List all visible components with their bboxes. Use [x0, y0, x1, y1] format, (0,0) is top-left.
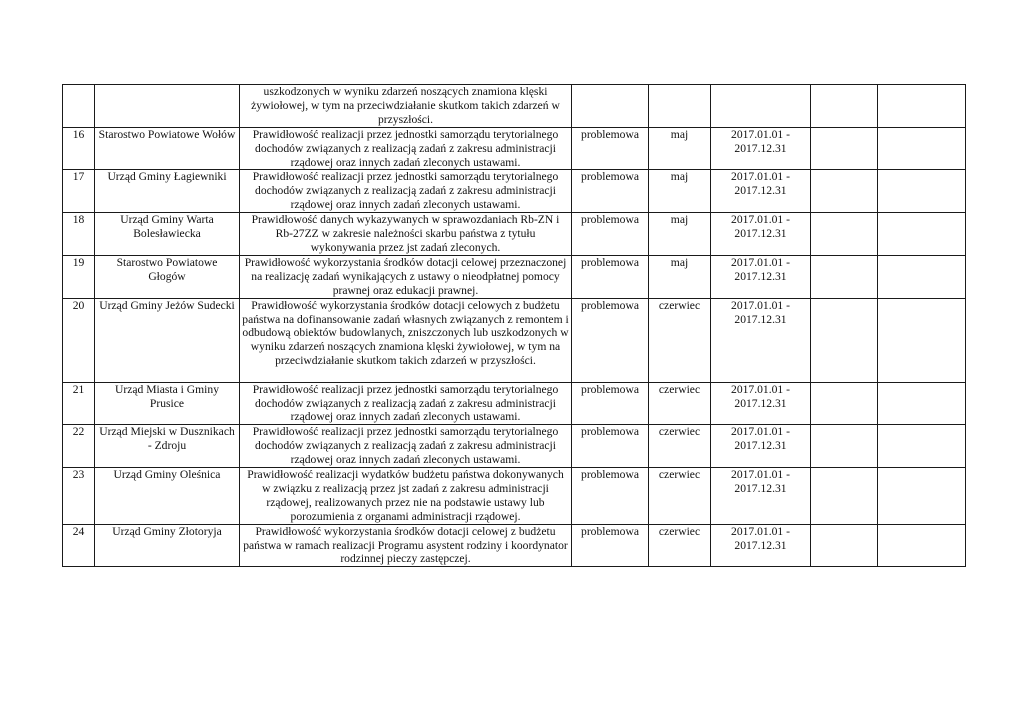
cell-empty — [878, 468, 966, 525]
cell-subject: uszkodzonych w wyniku zdarzeń noszących znamiona klęski żywiołowej, w tym na przeciwdziałanie skutkom takich zdarzeń w przyszłości. — [240, 85, 572, 128]
cell-type: problemowa — [572, 298, 649, 382]
table-row — [63, 255, 966, 298]
cell-empty — [811, 170, 878, 213]
cell-month: maj — [649, 170, 711, 213]
cell-no — [63, 85, 95, 128]
cell-subject: Prawidłowość realizacji przez jednostki samorządu terytorialnego dochodów związanych z realizacją zadań z zakresu administracji rządowej oraz innych zadań zleconych ustawami. — [240, 170, 572, 213]
cell-empty — [811, 425, 878, 468]
cell-month — [649, 85, 711, 128]
cell-type — [572, 85, 649, 128]
cell-type: problemowa — [572, 255, 649, 298]
cell-period: 2017.01.01 - 2017.12.31 — [711, 425, 811, 468]
cell-empty — [878, 255, 966, 298]
cell-empty — [811, 524, 878, 567]
table-row — [63, 127, 966, 170]
cell-no: 21 — [63, 382, 95, 425]
cell-unit: Starostwo Powiatowe Wołów — [95, 127, 240, 170]
cell-month: czerwiec — [649, 298, 711, 382]
cell-period: 2017.01.01 - 2017.12.31 — [711, 170, 811, 213]
cell-month: czerwiec — [649, 468, 711, 525]
cell-no: 23 — [63, 468, 95, 525]
inspection-plan-table — [62, 84, 966, 567]
cell-no: 20 — [63, 298, 95, 382]
cell-period: 2017.01.01 - 2017.12.31 — [711, 255, 811, 298]
cell-empty — [878, 524, 966, 567]
cell-period: 2017.01.01 - 2017.12.31 — [711, 468, 811, 525]
cell-empty — [878, 298, 966, 382]
cell-empty — [811, 213, 878, 256]
cell-subject: Prawidłowość realizacji przez jednostki samorządu terytorialnego dochodów związanych z realizacją zadań z zakresu administracji rządowej oraz innych zadań zleconych ustawami. — [240, 127, 572, 170]
cell-no: 22 — [63, 425, 95, 468]
cell-unit: Urząd Gminy Oleśnica — [95, 468, 240, 525]
cell-no: 19 — [63, 255, 95, 298]
cell-period: 2017.01.01 - 2017.12.31 — [711, 127, 811, 170]
cell-no: 17 — [63, 170, 95, 213]
cell-empty — [878, 127, 966, 170]
cell-period: 2017.01.01 - 2017.12.31 — [711, 524, 811, 567]
cell-no: 16 — [63, 127, 95, 170]
table-row — [63, 425, 966, 468]
cell-type: problemowa — [572, 524, 649, 567]
cell-type: problemowa — [572, 213, 649, 256]
cell-type: problemowa — [572, 382, 649, 425]
table-row-continuation — [63, 85, 966, 128]
cell-unit: Urząd Gminy Jeżów Sudecki — [95, 298, 240, 382]
cell-period: 2017.01.01 - 2017.12.31 — [711, 298, 811, 382]
table-row — [63, 170, 966, 213]
table-row — [63, 382, 966, 425]
cell-empty — [811, 127, 878, 170]
cell-month: maj — [649, 213, 711, 256]
cell-period: 2017.01.01 - 2017.12.31 — [711, 382, 811, 425]
cell-empty — [811, 382, 878, 425]
cell-type: problemowa — [572, 468, 649, 525]
cell-period: 2017.01.01 - 2017.12.31 — [711, 213, 811, 256]
cell-unit: Urząd Gminy Złotoryja — [95, 524, 240, 567]
cell-empty — [878, 382, 966, 425]
cell-unit: Starostwo Powiatowe Głogów — [95, 255, 240, 298]
table-row — [63, 524, 966, 567]
cell-type: problemowa — [572, 127, 649, 170]
table-row — [63, 213, 966, 256]
cell-month: maj — [649, 127, 711, 170]
cell-subject: Prawidłowość danych wykazywanych w sprawozdaniach Rb-ZN i Rb-27ZZ w zakresie należności skarbu państwa z tytułu wykonywania przez jst zadań zleconych. — [240, 213, 572, 256]
cell-empty — [811, 255, 878, 298]
cell-subject: Prawidłowość wykorzystania środków dotacji celowej przeznaczonej na realizację zadań wynikających z ustawy o nieodpłatnej pomocy prawnej oraz edukacji prawnej. — [240, 255, 572, 298]
cell-empty — [878, 213, 966, 256]
cell-subject: Prawidłowość realizacji przez jednostki samorządu terytorialnego dochodów związanych z realizacją zadań z zakresu administracji rządowej oraz innych zadań zleconych ustawami. — [240, 425, 572, 468]
cell-unit: Urząd Miejski w Dusznikach - Zdroju — [95, 425, 240, 468]
cell-type: problemowa — [572, 425, 649, 468]
cell-empty — [878, 425, 966, 468]
cell-month: czerwiec — [649, 425, 711, 468]
cell-unit: Urząd Miasta i Gminy Prusice — [95, 382, 240, 425]
table-row — [63, 468, 966, 525]
cell-period — [711, 85, 811, 128]
table-row — [63, 298, 966, 382]
cell-subject: Prawidłowość wykorzystania środków dotacji celowej z budżetu państwa w ramach realizacji Programu asystent rodziny i koordynator rodzinnej pieczy zastępczej. — [240, 524, 572, 567]
cell-unit: Urząd Gminy Warta Bolesławiecka — [95, 213, 240, 256]
cell-empty — [878, 170, 966, 213]
cell-no: 24 — [63, 524, 95, 567]
cell-subject: Prawidłowość realizacji przez jednostki samorządu terytorialnego dochodów związanych z realizacją zadań z zakresu administracji rządowej oraz innych zadań zleconych ustawami. — [240, 382, 572, 425]
cell-month: maj — [649, 255, 711, 298]
cell-unit — [95, 85, 240, 128]
cell-subject: Prawidłowość wykorzystania środków dotacji celowych z budżetu państwa na dofinansowanie zadań własnych związanych z remontem i odbudową obiektów budowlanych, zniszczonych lub uszkodzonych w wyniku zdarzeń noszących znamiona klęski żywiołowej, w tym na przeciwdziałanie skutkom takich zdarzeń w przyszłości. — [240, 298, 572, 382]
cell-unit: Urząd Gminy Łagiewniki — [95, 170, 240, 213]
cell-no: 18 — [63, 213, 95, 256]
cell-subject: Prawidłowość realizacji wydatków budżetu państwa dokonywanych w związku z realizacją przez jst zadań z zakresu administracji rządowej, realizowanych przez nie na podstawie ustawy lub porozumienia z organami administracji rządowej. — [240, 468, 572, 525]
cell-month: czerwiec — [649, 524, 711, 567]
cell-empty — [878, 85, 966, 128]
cell-empty — [811, 85, 878, 128]
cell-empty — [811, 298, 878, 382]
cell-empty — [811, 468, 878, 525]
cell-type: problemowa — [572, 170, 649, 213]
cell-month: czerwiec — [649, 382, 711, 425]
